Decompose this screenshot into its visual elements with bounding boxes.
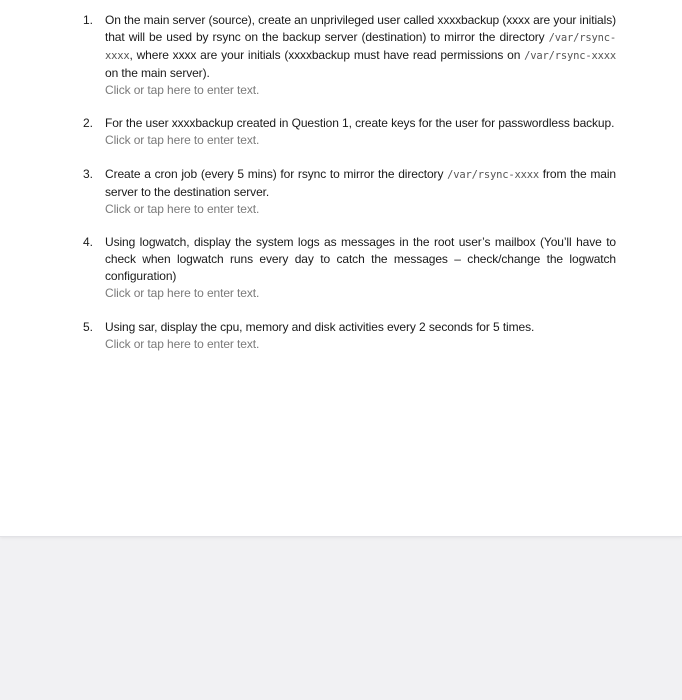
question-text-segment: Using sar, display the cpu, memory and disk activities every 2 seconds for 5 times.: [105, 320, 535, 334]
answer-placeholder-field[interactable]: Click or tap here to enter text.: [105, 286, 260, 300]
question-text: [105, 234, 616, 285]
question-text-segment: Create a cron job (every 5 mins) for rsync to mirror the directory: [105, 167, 448, 181]
question-text-segment: on the main server).: [105, 66, 210, 80]
question-text-segment: , where xxxx are your initials (xxxxbackup must have read permissions on: [129, 48, 525, 62]
question-text: [105, 319, 616, 336]
question-body: [105, 12, 616, 99]
code-path: /var/rsync-xxxx: [447, 169, 539, 181]
question-text-segment: from the main server to the destination server.: [105, 167, 616, 199]
question-number: 1.: [83, 13, 94, 27]
question-number: 3.: [83, 167, 94, 181]
question-text-segment: For the user xxxxbackup created in Question 1, create keys for the user for passwordless backup.: [105, 116, 615, 130]
question-body: [105, 319, 616, 353]
question-text: [105, 166, 616, 201]
question-body: [105, 166, 616, 218]
question-number: 5.: [83, 320, 94, 334]
question-number: 2.: [83, 116, 94, 130]
question-text-segment: Using logwatch, display the system logs as messages in the root user’s mailbox (You’ll have to check when logwatch runs every day to catch the messages – check/change the logwatch configuration): [105, 235, 616, 283]
code-path: /var/rsync-xxxx: [105, 32, 616, 62]
answer-placeholder-field[interactable]: Click or tap here to enter text.: [105, 202, 260, 216]
code-path: /var/rsync-xxxx: [524, 50, 616, 62]
question-number: 4.: [83, 235, 94, 249]
question-text: [105, 12, 616, 82]
answer-placeholder-field[interactable]: Click or tap here to enter text.: [105, 133, 260, 147]
question-body: [105, 115, 616, 149]
question-text: [105, 115, 616, 132]
question-body: [105, 234, 616, 302]
answer-placeholder-field[interactable]: Click or tap here to enter text.: [105, 83, 260, 97]
answer-placeholder-field[interactable]: Click or tap here to enter text.: [105, 337, 260, 351]
question-text-segment: On the main server (source), create an unprivileged user called xxxxbackup (xxxx are your initials) that will be used by rsync on the backup server (destination) to mirror the directory: [105, 13, 616, 44]
